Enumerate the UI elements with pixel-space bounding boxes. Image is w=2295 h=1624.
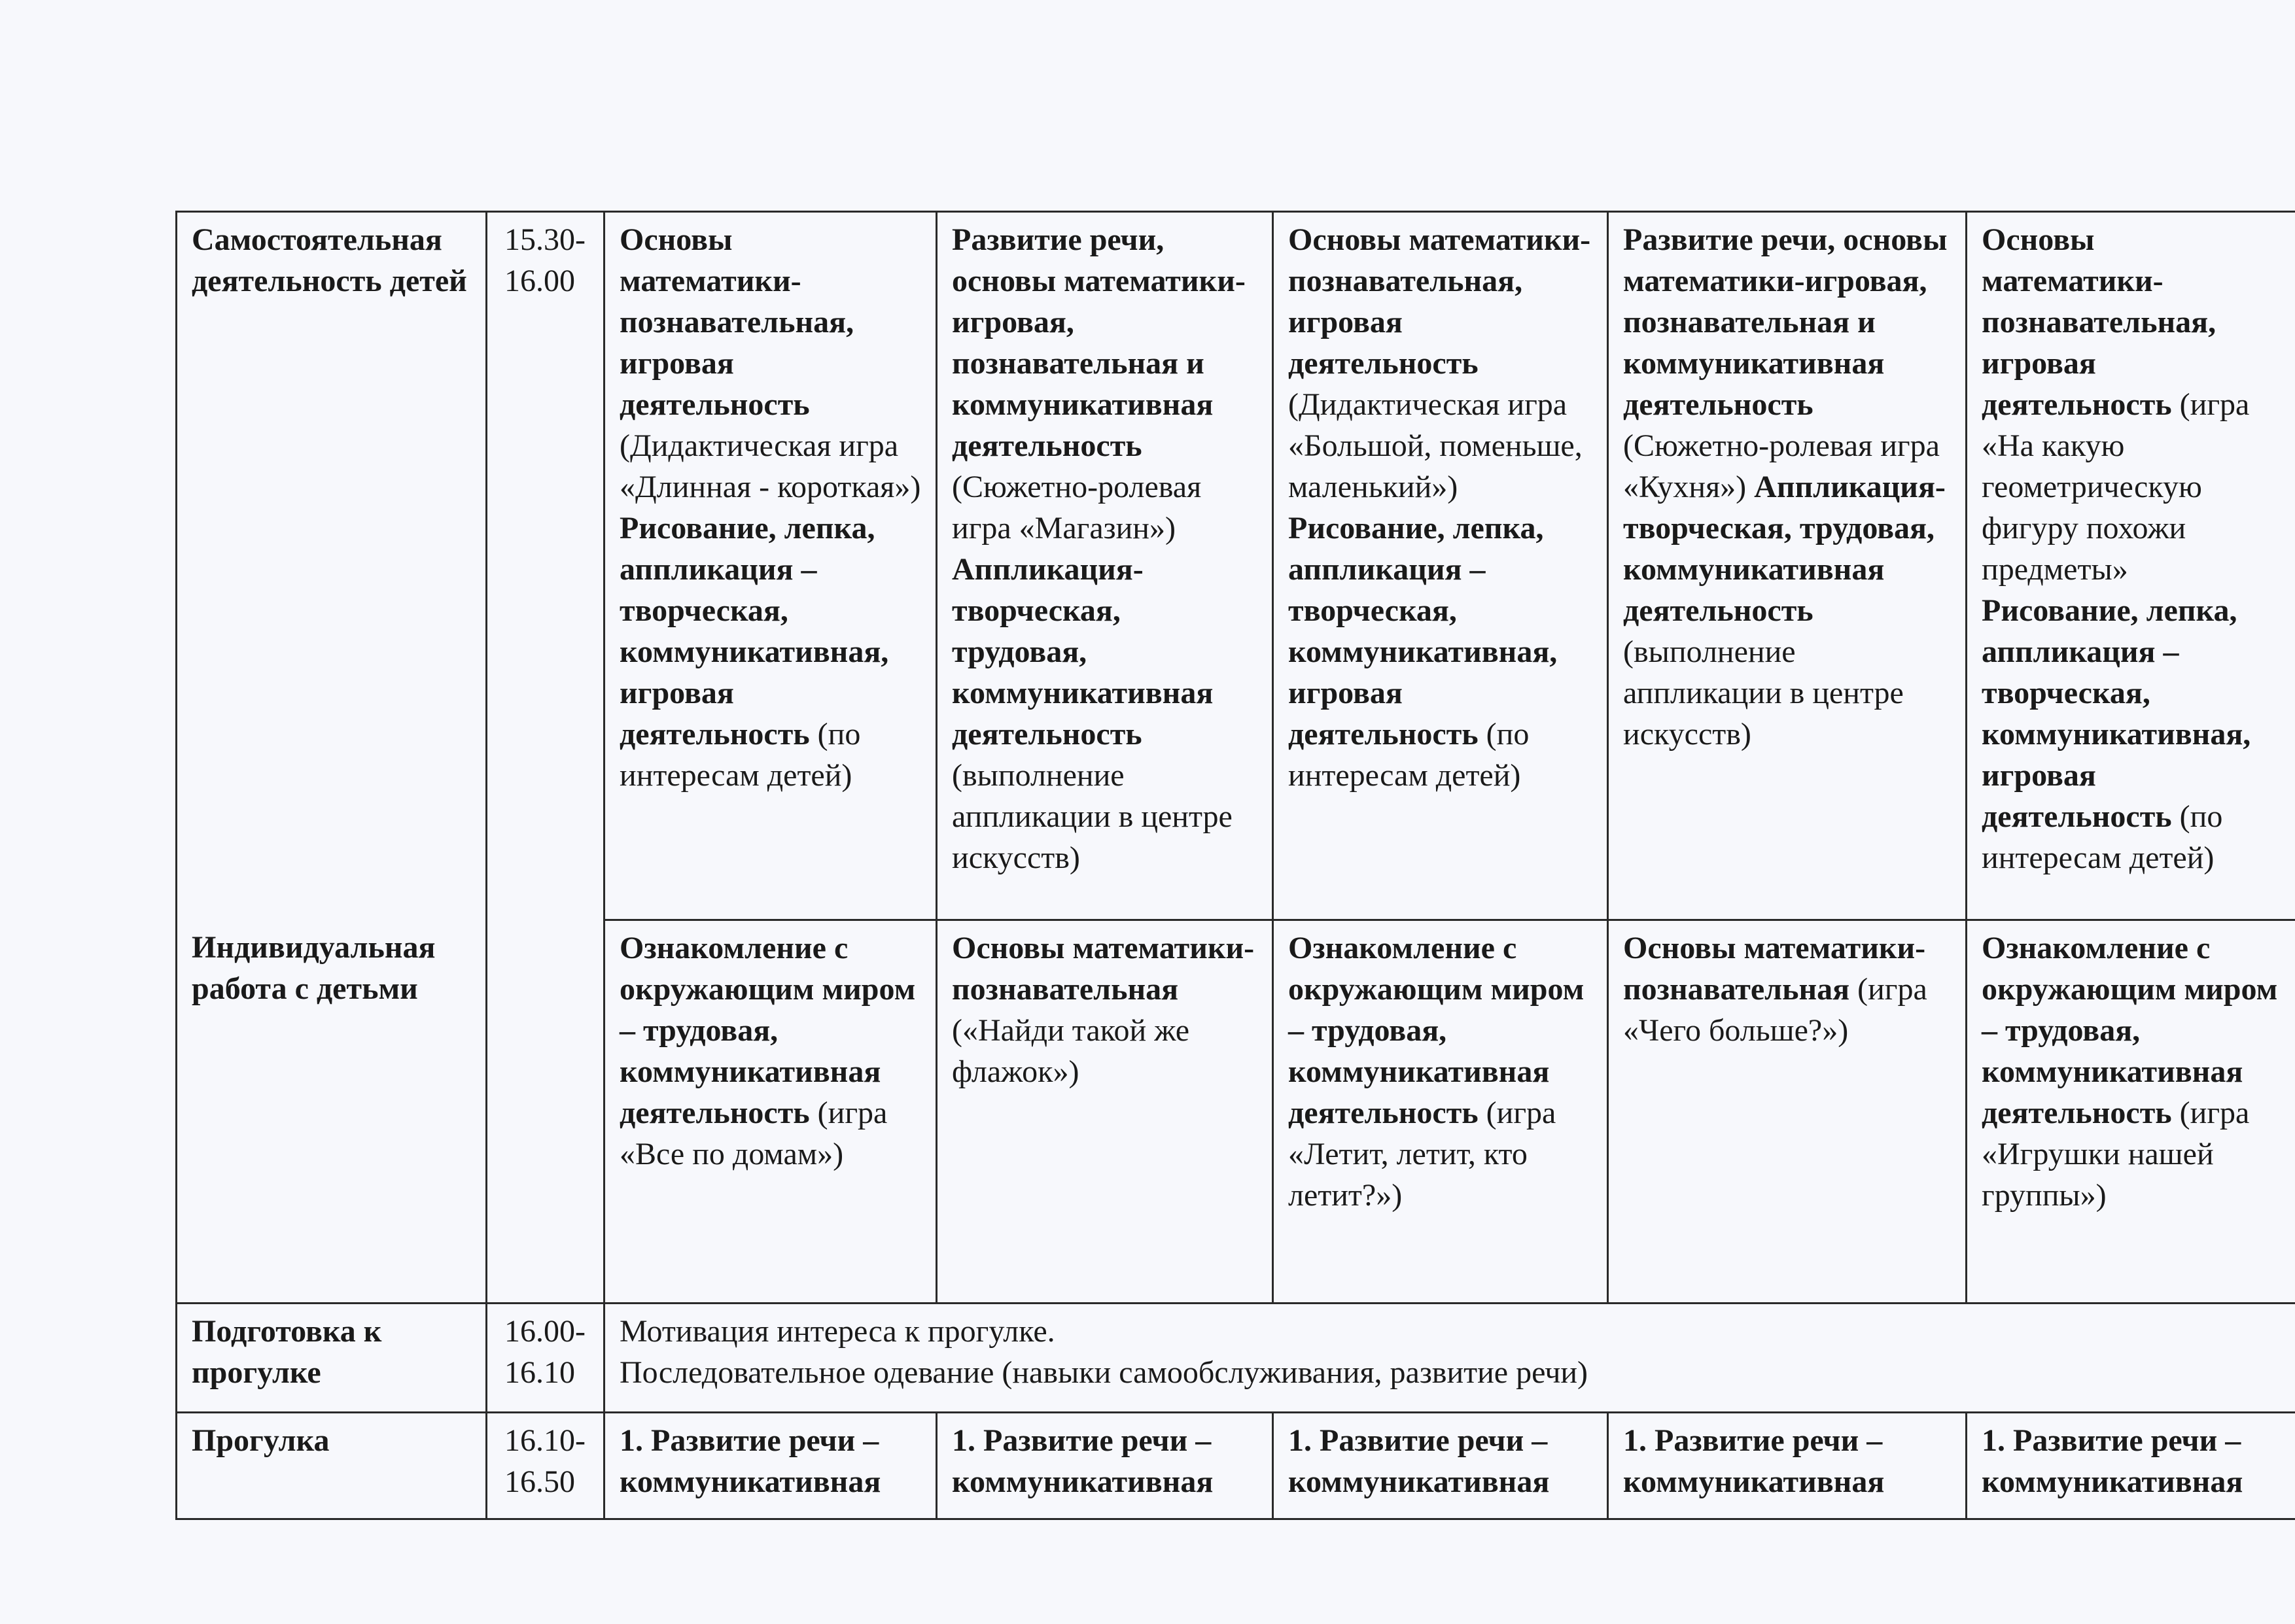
activity-detail: (Дидактическая игра «Большой, поменьше, маленький») [1288,387,1583,504]
activity-detail: (выполнение аппликации в центре искусств) [952,758,1233,875]
activity-detail: (Сюжетно-ролевая игра «Кухня») [1623,428,1940,504]
activity-heading: Основы математики-познавательная [952,931,1255,1007]
row-title-walk: Прогулка [177,1413,487,1519]
walk-cell: 1. Развитие речи – коммуникативная [1273,1413,1608,1519]
row-independent-activity [177,212,2295,920]
time-cell-preparation: 16.00-16.10 [487,1304,604,1413]
activity-detail: (по интересам детей) [620,717,861,793]
activity-cell [937,212,1273,920]
walk-cell: 1. Развитие речи – коммуникативная [1967,1413,2295,1519]
activity-detail: (игра «Летит, летит, кто летит?») [1288,1096,1556,1213]
activity-detail: (по интересам детей) [1982,799,2223,875]
activity-heading: Основы математики-познавательная, игровая деятельность [620,222,854,422]
activity-heading: Ознакомление с окружающим миром – трудовая, коммуникативная деятельность [1982,931,2278,1130]
row-walk [177,1413,2295,1519]
activity-heading: Рисование, лепка, аппликация – творческая, коммуникативная, игровая деятельность [1982,593,2251,834]
walk-cell: 1. Развитие речи – коммуникативная [1608,1413,1967,1519]
schedule-table [175,211,2295,1520]
activity-detail: (по интересам детей) [1288,717,1530,793]
activity-heading: Аппликация-творческая, трудовая, коммуникативная деятельность [952,552,1214,752]
activity-detail: (игра «На какую геометрическую фигуру похожи предметы» [1982,387,2250,587]
activity-detail: (игра «Чего больше?») [1623,972,1927,1048]
walk-cell: 1. Развитие речи – коммуникативная [937,1413,1273,1519]
activity-heading: Основы математики-познавательная, игровая деятельность [1288,222,1591,381]
activity-heading: Основы математики-познавательная, игровая деятельность [1982,222,2216,422]
activity-heading: Ознакомление с окружающим миром – трудовая, коммуникативная деятельность [1288,931,1585,1130]
activity-detail: (Дидактическая игра «Длинная - короткая») [620,428,921,504]
individual-cell [604,920,937,1304]
preparation-line-1: Мотивация интереса к прогулке. [620,1314,1055,1349]
individual-cell [937,920,1273,1304]
activity-detail: («Найди такой же флажок») [952,1013,1190,1089]
individual-cell [1967,920,2295,1304]
row-title-individual-work: Индивидуальная работа с детьми [177,920,487,1304]
activity-detail: (выполнение аппликации в центре искусств) [1623,634,1904,752]
activity-cell [1273,212,1608,920]
activity-detail: (игра «Игрушки нашей группы») [1982,1096,2250,1213]
row-walk-preparation [177,1304,2295,1413]
time-cell-walk: 16.10-16.50 [487,1413,604,1519]
activity-heading: Развитие речи, основы математики-игровая, познавательная и коммуникативная деятельность [1623,222,1948,422]
activity-heading: Ознакомление с окружающим миром – трудовая, коммуникативная деятельность [620,931,916,1130]
activity-cell [1608,212,1967,920]
activity-cell [1967,212,2295,920]
activity-heading: Рисование, лепка, аппликация – творческая, коммуникативная, игровая деятельность [1288,511,1558,752]
activity-heading: Основы математики-познавательная [1623,931,1926,1007]
activity-heading: Рисование, лепка, аппликация – творческая, коммуникативная, игровая деятельность [620,511,889,752]
activity-heading: Аппликация-творческая, трудовая, коммуникативная деятельность [1623,470,1946,628]
activity-detail: (Сюжетно-ролевая игра «Магазин») [952,470,1202,545]
time-cell-independent: 15.30-16.00 [487,212,604,1304]
activity-detail: (игра «Все по домам») [620,1096,888,1171]
row-title-independent-activity: Самостоятельная деятельность детей [177,212,487,920]
activity-heading: Развитие речи, основы математики-игровая, познавательная и коммуникативная деятельность [952,222,1246,463]
preparation-description [604,1304,2295,1413]
activity-cell [604,212,937,920]
individual-cell [1273,920,1608,1304]
individual-cell [1608,920,1967,1304]
preparation-line-2: Последовательное одевание (навыки самообслуживания, развитие речи) [620,1355,1588,1390]
walk-cell: 1. Развитие речи – коммуникативная [604,1413,937,1519]
row-title-walk-preparation: Подготовка к прогулке [177,1304,487,1413]
